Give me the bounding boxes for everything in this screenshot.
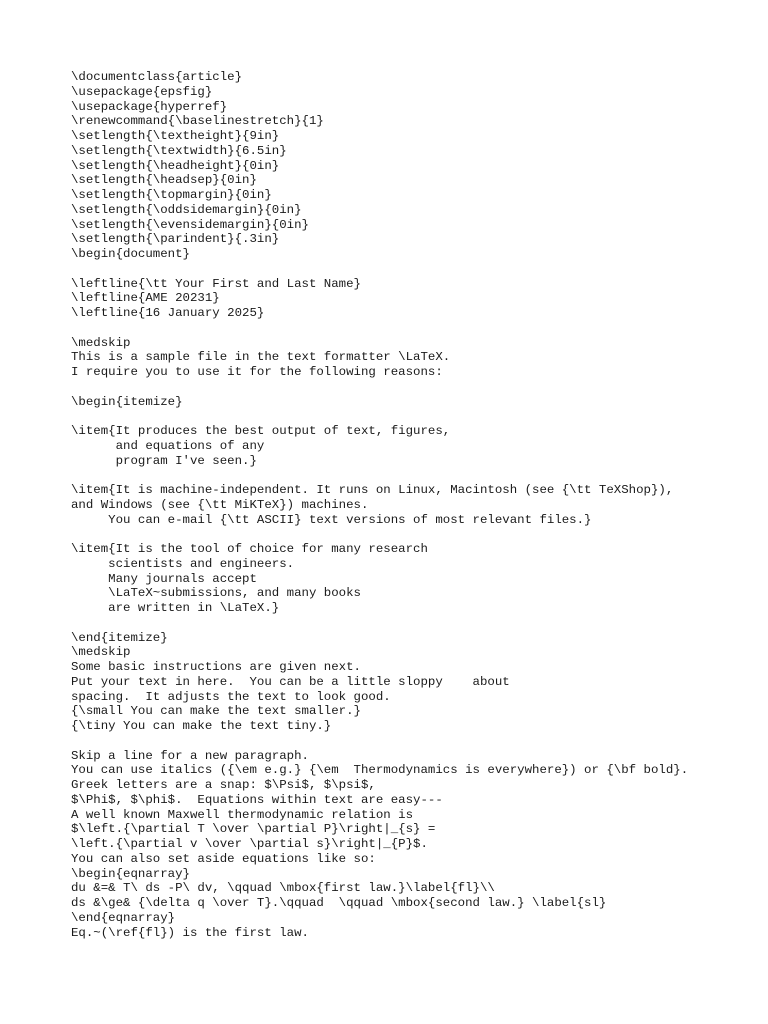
source-line: \usepackage{epsfig} <box>71 84 213 99</box>
source-line: and equations of any <box>71 438 265 453</box>
source-line: \setlength{\parindent}{.3in} <box>71 232 280 247</box>
source-line: Put your text in here. You can be a little sloppy about <box>71 674 510 689</box>
source-line <box>71 380 751 395</box>
source-line: Greek letters are a snap: $\Psi$, $\psi$, <box>71 778 376 792</box>
source-line <box>71 321 751 336</box>
source-line: \end{itemize} <box>71 630 168 645</box>
source-line: scientists and engineers. <box>71 556 295 571</box>
source-line <box>71 734 751 749</box>
source-line: \medskip <box>71 645 131 660</box>
source-line: \renewcommand{\baselinestretch}{1} <box>71 114 324 129</box>
source-line: \setlength{\headheight}{0in} <box>71 158 280 173</box>
source-line: \medskip <box>71 335 131 350</box>
source-line <box>71 409 751 424</box>
source-line: \setlength{\textheight}{9in} <box>71 129 280 143</box>
source-line: {\small You can make the text smaller.} <box>71 704 361 719</box>
source-line: \begin{itemize} <box>71 394 183 409</box>
source-line: $\left.{\partial T \over \partial P}\right|_{s} = <box>71 822 436 837</box>
source-line: du &=& T\ ds -P\ dv, \qquad \mbox{first law.}\label{fl}\\ <box>71 881 495 896</box>
latex-source-listing <box>71 70 751 940</box>
source-line: You can use italics ({\em e.g.} {\em Thermodynamics is everywhere}) or {\bf bold}. <box>71 763 689 778</box>
source-line: ds &\ge& {\delta q \over T}.\qquad \qquad \mbox{second law.} \label{sl} <box>71 896 607 910</box>
source-line: \left.{\partial v \over \partial s}\right|_{P}$. <box>71 837 428 851</box>
source-line: \usepackage{hyperref} <box>71 99 228 114</box>
source-line: \leftline{AME 20231} <box>71 291 220 306</box>
source-line: \setlength{\oddsidemargin}{0in} <box>71 202 302 217</box>
source-line: are written in \LaTeX.} <box>71 601 280 615</box>
source-line: \leftline{16 January 2025} <box>71 306 265 320</box>
source-line: \setlength{\textwidth}{6.5in} <box>71 143 287 158</box>
source-line: This is a sample file in the text formatter \LaTeX. <box>71 350 451 365</box>
source-line: Some basic instructions are given next. <box>71 660 361 674</box>
source-line: \documentclass{article} <box>71 70 243 84</box>
source-line: \begin{eqnarray} <box>71 866 190 881</box>
source-line: \begin{document} <box>71 247 190 261</box>
source-line: A well known Maxwell thermodynamic relation is <box>71 807 414 822</box>
source-line: spacing. It adjusts the text to look good. <box>71 689 391 704</box>
source-line <box>71 616 751 631</box>
source-line: Skip a line for a new paragraph. <box>71 748 309 763</box>
source-line <box>71 262 751 277</box>
source-line: \item{It produces the best output of text, figures, <box>71 424 451 438</box>
source-line: \setlength{\topmargin}{0in} <box>71 188 272 202</box>
source-line: \leftline{\tt Your First and Last Name} <box>71 276 361 291</box>
source-line: \setlength{\headsep}{0in} <box>71 173 257 188</box>
source-line: You can e-mail {\tt ASCII} text versions of most relevant files.} <box>71 512 592 527</box>
source-line: I require you to use it for the following reasons: <box>71 365 443 379</box>
source-line: \LaTeX~submissions, and many books <box>71 586 361 601</box>
source-line: Eq.~(\ref{fl}) is the first law. <box>71 925 309 940</box>
source-line: You can also set aside equations like so: <box>71 851 376 866</box>
source-line: \end{eqnarray} <box>71 910 176 925</box>
source-line <box>71 468 751 483</box>
source-line: and Windows (see {\tt MiKTeX}) machines. <box>71 497 369 512</box>
source-line: {\tiny You can make the text tiny.} <box>71 719 332 733</box>
source-line <box>71 527 751 542</box>
source-line: \setlength{\evensidemargin}{0in} <box>71 217 309 232</box>
source-line: \item{It is machine-independent. It runs on Linux, Macintosh (see {\tt TeXShop}), <box>71 483 674 497</box>
source-line: Many journals accept <box>71 571 257 586</box>
source-line: $\Phi$, $\phi$. Equations within text are easy--- <box>71 792 443 807</box>
source-line: \item{It is the tool of choice for many research <box>71 542 428 556</box>
source-line: program I've seen.} <box>71 453 257 468</box>
